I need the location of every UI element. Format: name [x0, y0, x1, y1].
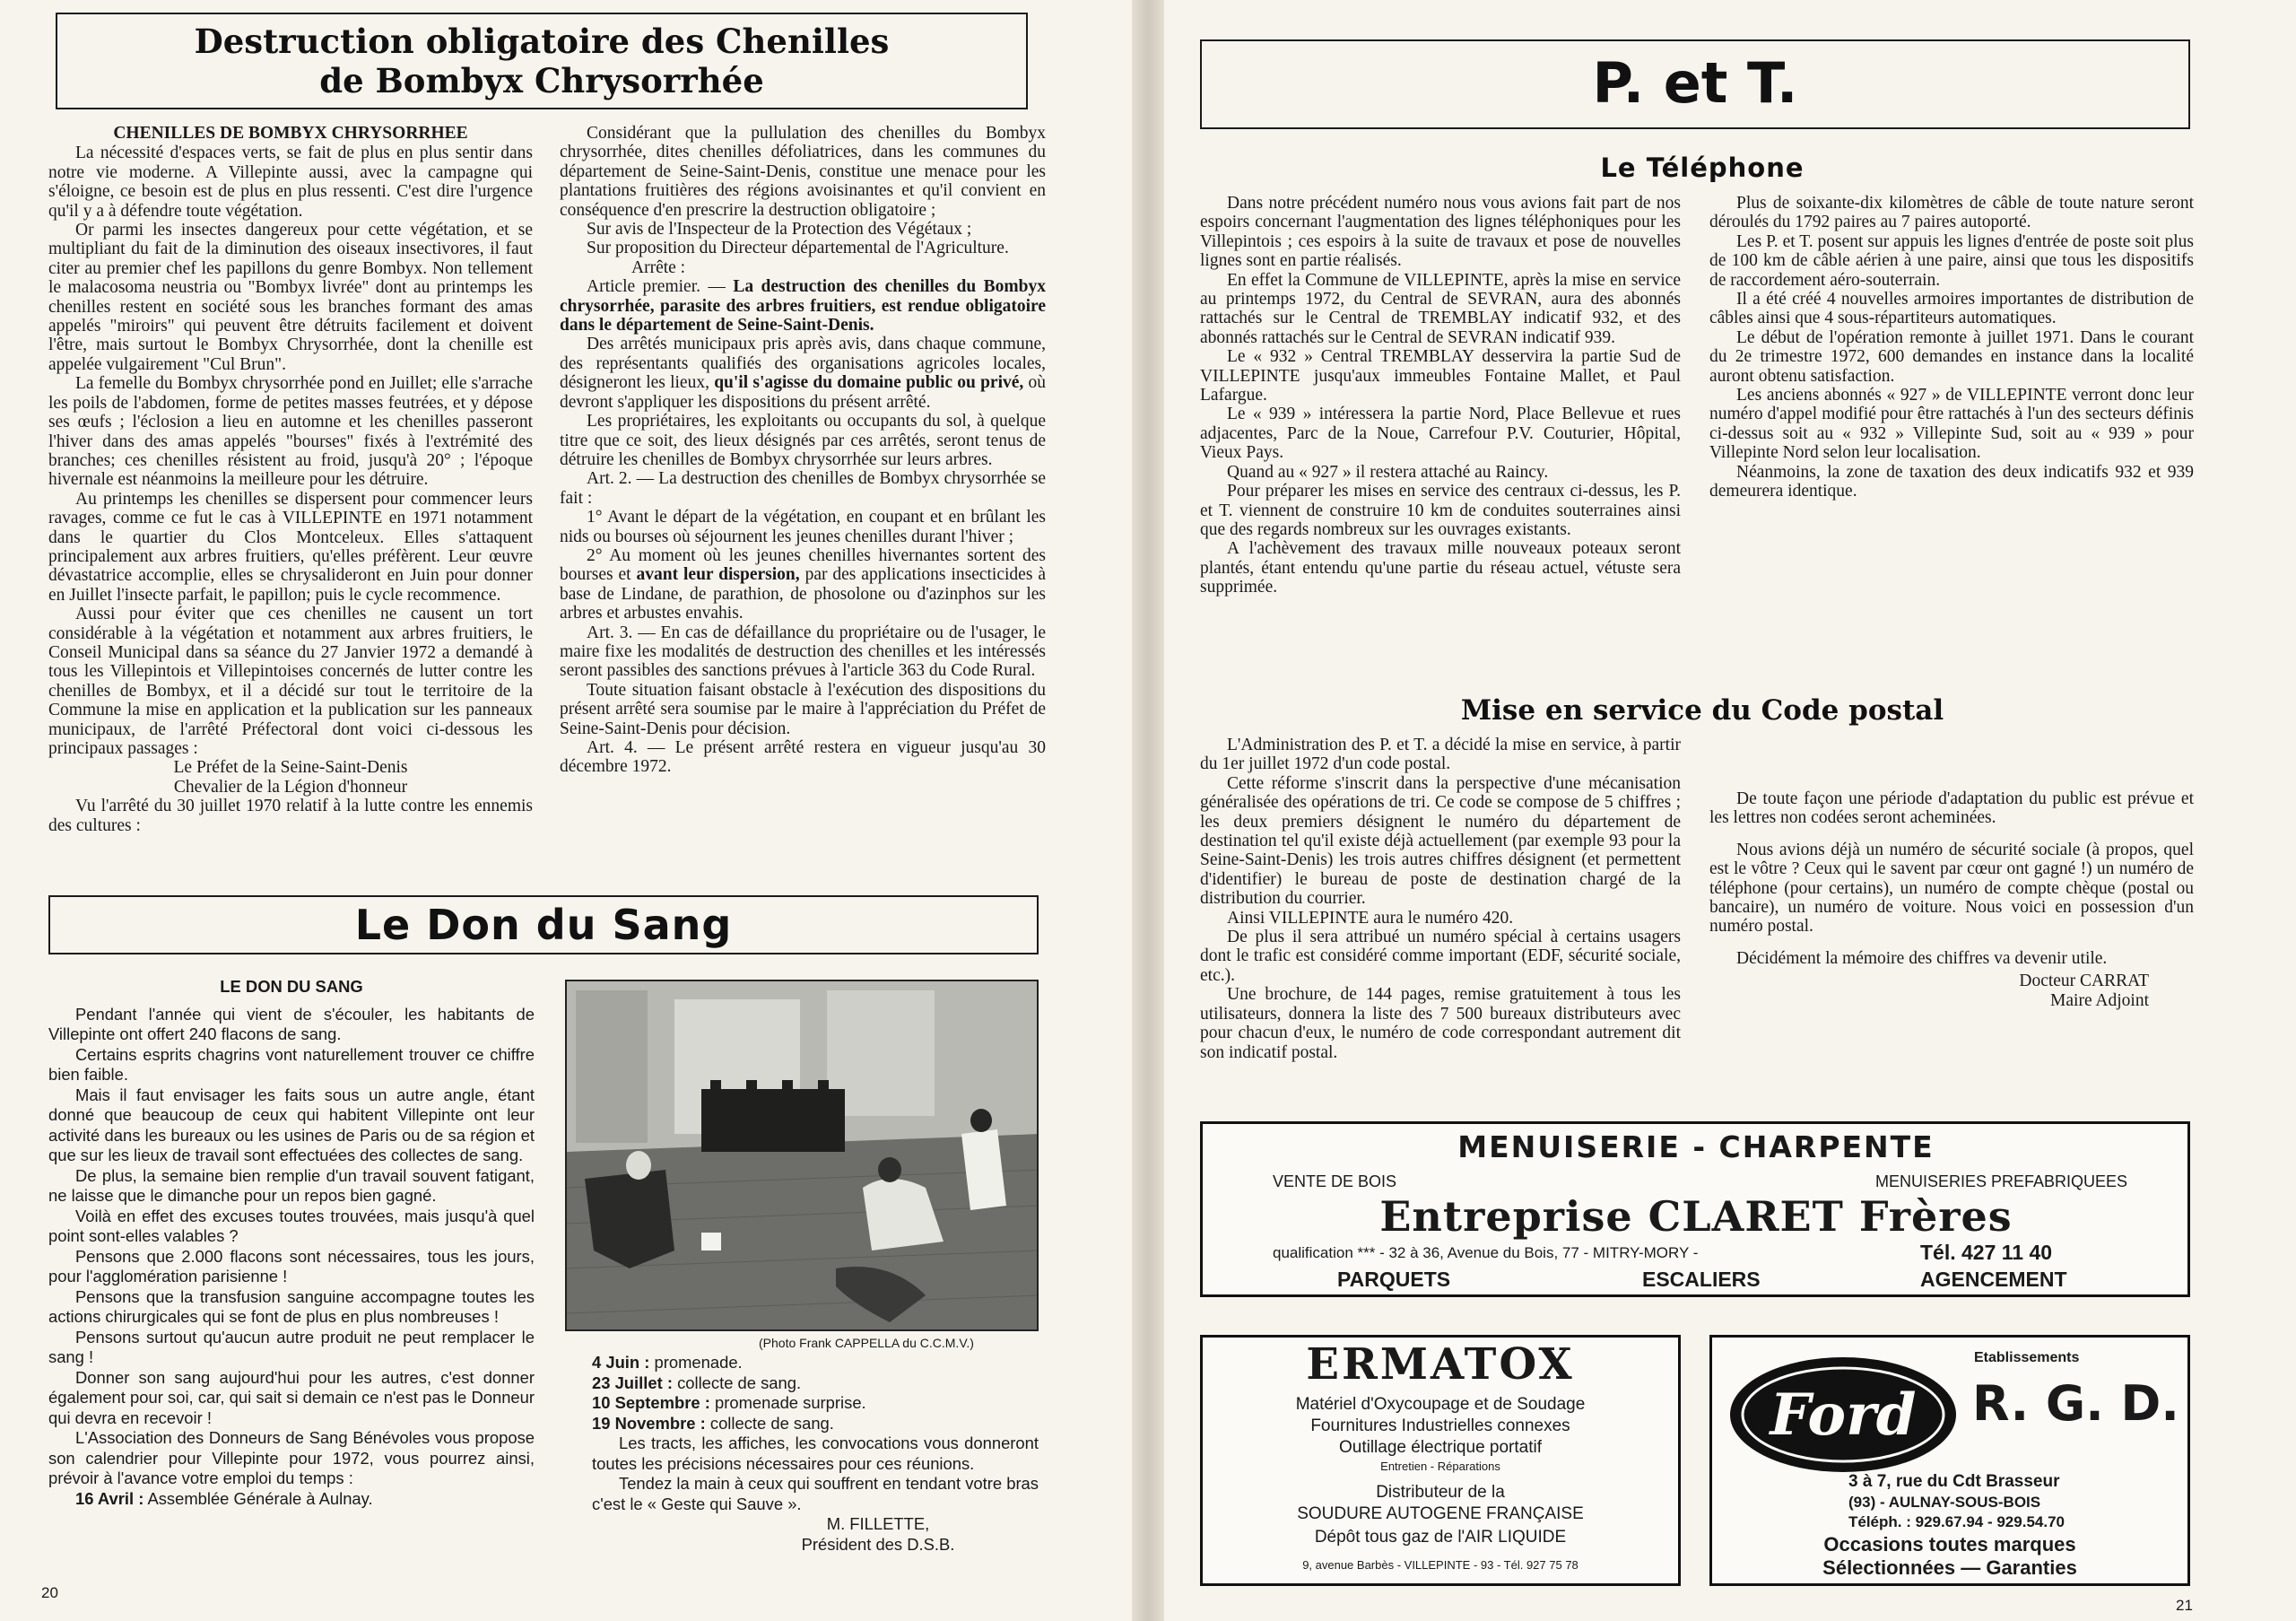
article-3: Art. 3. — En cas de défaillance du propriétaire ou de l'usager, le maire fixe les modalités de destruction des chenilles et les intéressés seront passibles des sanctions prévues à l'article 363 du Code Rural. — [560, 623, 1046, 681]
article-2-point-2 — [560, 546, 1046, 623]
bombyx-section-heading: CHENILLES DE BOMBYX CHRYSORRHEE — [113, 124, 468, 143]
left-page — [0, 0, 1132, 1621]
calendar-entry — [592, 1353, 1039, 1373]
arrete-label: Arrête : — [631, 257, 686, 277]
calendar-date: 10 Septembre : — [592, 1393, 710, 1412]
code-postal-heading: Mise en service du Code postal — [1460, 694, 1944, 727]
don-paragraph: Pensons surtout qu'aucun autre produit ne peut remplacer le sang ! — [48, 1327, 535, 1366]
ad-ermatox-line7: Dépôt tous gaz de l'AIR LIQUIDE — [1314, 1528, 1567, 1547]
municipaux-a: Des arrêtés municipaux pris après avis, dans chaque commune, des représentants qualifiés des organisations agricoles locales, désigneront les lieux, — [560, 335, 1046, 393]
signature-title: Président des D.S.B. — [801, 1534, 955, 1554]
ad-ermatox-line3: Outillage électrique portatif — [1338, 1438, 1542, 1457]
ad-claret-company: Entreprise CLARET Frères — [1379, 1192, 2013, 1241]
ad-claret-phone: Tél. 427 11 40 — [1920, 1241, 2053, 1264]
telephone-paragraph: En effet la Commune de VILLEPINTE, après la mise en service au printemps 1972, du Central de SEVRAN, aura des abonnés rattachés sur le Central de TREMBLAY indicatif 932, et des abonnés rattachés sur le Central de SEVRAN indicatif 939. — [1200, 270, 1681, 347]
ad-ermatox-line1: Matériel d'Oxycoupage et de Soudage — [1295, 1395, 1586, 1414]
telephone-column-2 — [1709, 194, 2194, 501]
arrete-avis: Sur avis de l'Inspecteur de la Protection des Végétaux ; — [587, 220, 972, 240]
bombyx-paragraph: Au printemps les chenilles se dispersent pour commencer leurs ravages, comme ce fut le cas à VILLEPINTE en 1971 notamment dans le quartier du Clos Montceleux. Elles s'attaquent principalement aux arbres fruitiers, qu'elles préfèrent. Leur œuvre dévastatrice accomplie, elles se chrysalideront en Juin pour donner en Juillet l'insecte parfait, le papillon; puis le cycle recommence. — [48, 489, 533, 605]
point-2-b: avant leur dispersion, — [636, 565, 800, 585]
ad-ermatox-line8: 9, avenue Barbès - VILLEPINTE - 93 - Tél. 927 75 78 — [1302, 1558, 1578, 1572]
code-paragraph: Nous avions déjà un numéro de sécurité sociale (à propos, quel est le vôtre ? Ceux qui le savent par cœur ont gagné !) un numéro de téléphone (pour certains), un numéro de compte chèque (postal ou bancaire), un numéro de voiture. Nous voici en possession d'un numéro postal. — [1709, 840, 2194, 937]
page-number-left: 20 — [41, 1584, 58, 1601]
code-paragraph: De toute façon une période d'adaptation du public est prévue et les lettres non codées seront acheminées. — [1709, 789, 2194, 828]
don-paragraph: Certains esprits chagrins vont naturellement trouver ce chiffre bien faible. — [48, 1044, 535, 1084]
ad-claret — [1200, 1121, 2190, 1297]
vu-arrete: Vu l'arrêté du 30 juillet 1970 relatif à la lutte contre les ennemis des cultures : — [48, 797, 533, 835]
don-heading: LE DON DU SANG — [220, 977, 363, 996]
don-column-1 — [48, 977, 535, 1509]
bombyx-title-line1: Destruction obligatoire des Chenilles — [194, 22, 890, 61]
don-title: Le Don du Sang — [354, 901, 733, 949]
don-column-2 — [592, 1353, 1039, 1555]
arrete-proprietaires: Les propriétaires, les exploitants ou occupants du sol, à quelque titre que ce soit, des lieux désignés par ces arrêtés, seront tenus de détruire les chenilles de Bombyx chrysorrhée sur leurs arbres. — [560, 412, 1046, 469]
article-1 — [560, 277, 1046, 335]
telephone-paragraph: Plus de soixante-dix kilomètres de câble de toute nature seront déroulés du 1792 paires au 7 paires autoporté. — [1709, 194, 2194, 232]
telephone-paragraph: Le « 932 » Central TREMBLAY desservira la partie Sud de VILLEPINTE jusqu'aux immeubles Fontaine Mallet, et Paul Lafargue. — [1200, 347, 1681, 405]
calendar-entry — [592, 1393, 1039, 1414]
bombyx-paragraph: Or parmi les insectes dangereux pour cette végétation, et se multipliant du fait de la diminution des oiseaux insectivores, il faut citer au premier chef les papillons du genre Bombyx. Non tellement le malacosoma neustria ou "Bombyx livrée" dont au printemps les chenilles restent en société sous les branches formant des amas appelés "miroirs" qui peuvent être détruits facilement et doivent l'être, mais surtout le Bombyx Chrysorrhée, dont la chenille est appelée vulgairement "Cul Brun". — [48, 221, 533, 374]
ad-claret-agencement: AGENCEMENT — [1920, 1268, 2067, 1291]
don-paragraph: L'Association des Donneurs de Sang Bénévoles vous propose son calendrier pour Villepinte pour 1972, vous pourrez ainsi, prévoir à l'avance votre emploi du temps : — [48, 1428, 535, 1487]
prefet-line-2: Chevalier de la Légion d'honneur — [173, 777, 408, 797]
calendar-text: promenade. — [654, 1353, 743, 1372]
prefet-line-1: Le Préfet de la Seine-Saint-Denis — [173, 758, 408, 778]
right-page — [1164, 0, 2296, 1621]
ad-ford-rgd — [1709, 1335, 2190, 1586]
ad-ermatox-line6: SOUDURE AUTOGENE FRANÇAISE — [1297, 1504, 1584, 1523]
ad-ford-tag2: Sélectionnées — Garanties — [1822, 1556, 2077, 1579]
ad-ford-tag1: Occasions toutes marques — [1823, 1533, 2076, 1556]
page-gutter — [1132, 0, 1164, 1621]
don-title-box — [48, 895, 1039, 954]
article-1-bold: La destruction des chenilles du Bombyx chrysorrhée, parasite des arbres fruitiers, est rendue obligatoire dans le département de Seine-Saint-Denis. — [560, 277, 1047, 336]
ad-claret-parquets: PARQUETS — [1337, 1268, 1451, 1291]
page-number-right: 21 — [2176, 1597, 2193, 1614]
code-paragraph: Une brochure, de 144 pages, remise gratuitement à tous les utilisateurs, donnera la liste des 7 500 bureaux distributeurs avec pour chacun d'eux, le numéro de code correspondant autrement dit son indicatif postal. — [1200, 985, 1681, 1062]
telephone-paragraph: Il a été créé 4 nouvelles armoires importantes de distribution de câbles ainsi que 4 sous-répartiteurs automatiques. — [1709, 290, 2194, 328]
blood-donation-photo — [565, 980, 1039, 1331]
telephone-paragraph: Pour préparer les mises en service des centraux ci-dessus, les P. et T. viennent de construire 10 km de conduites souterraines ainsi que des regards nombreux sur les ouvrages existants. — [1200, 482, 1681, 539]
calendar-text: Assemblée Générale à Aulnay. — [147, 1488, 373, 1508]
ad-claret-left-sub: VENTE DE BOIS — [1273, 1172, 1397, 1190]
calendar-date: 23 Juillet : — [592, 1373, 673, 1392]
calendar-text: collecte de sang. — [677, 1373, 802, 1392]
municipaux-c: où devront s'appliquer les dispositions du présent arrêté. — [560, 373, 1047, 412]
author-name: Docteur CARRAT — [2019, 972, 2149, 991]
photo-illustration — [567, 981, 1039, 1331]
point-2-a: 2° Au moment où les jeunes chenilles hivernantes sortent des bourses et — [560, 545, 1046, 585]
article-3b: Toute situation faisant obstacle à l'exécution des dispositions du présent arrêté sera soumise par le maire à l'appréciation du Préfet de Seine-Saint-Denis pour décision. — [560, 680, 1046, 738]
municipaux-b: qu'il s'agisse du domaine public ou privé, — [714, 373, 1024, 393]
article-1-lead: Article premier. — — [587, 277, 726, 297]
calendar-date: 19 Novembre : — [592, 1413, 706, 1433]
code-paragraph: Décidément la mémoire des chiffres va devenir utile. — [1736, 948, 2108, 968]
telephone-paragraph: Les anciens abonnés « 927 » de VILLEPINTE verront donc leur numéro d'appel modifié pour être rattachés à l'un des secteurs définis ci-dessus soit au « 932 » Villepinte Sud, soit au « 939 » pour Villepinte Nord selon leur localisation. — [1709, 386, 2194, 463]
code-column-2 — [1709, 789, 2194, 1010]
point-2-c: par des applications insecticides à base de Lindane, de parathion, de phosolone ou d'azinphos sur les arbres et arbustes envahis. — [560, 565, 1046, 623]
ad-ford-addr1: 3 à 7, rue du Cdt Brasseur — [1848, 1472, 2060, 1491]
calendar-date: 16 Avril : — [75, 1488, 144, 1508]
don-paragraph: Mais il faut envisager les faits sous un autre angle, étant donné que beaucoup de ceux qui habitent Villepinte ont leur activité dans les bureaux ou les usines de Paris ou de sa région et que sur les lieux de travail sont effectuées des collectes de sang. — [48, 1085, 535, 1164]
calendar-entry — [592, 1414, 1039, 1434]
calendar-entry — [48, 1489, 535, 1510]
photo-caption: (Photo Frank CAPPELLA du C.C.M.V.) — [759, 1336, 974, 1350]
ad-ermatox-brand: ERMATOX — [1306, 1339, 1575, 1390]
don-paragraph: Pensons que la transfusion sanguine accompagne toutes les actions chirurgicales qui se font de plus en plus nombreuses ! — [48, 1286, 535, 1326]
telephone-paragraph: Les P. et T. posent sur appuis les lignes d'entrée de poste soit plus de 100 km de câble aérien à une paire, ainsi que tous les dispositifs de raccordement aéro-souterrain. — [1709, 231, 2194, 290]
article-4: Art. 4. — Le présent arrêté restera en vigueur jusqu'au 30 décembre 1972. — [560, 738, 1046, 777]
telephone-column-1 — [1200, 194, 1681, 597]
bombyx-paragraph: La nécessité d'espaces verts, se fait de plus en plus sentir dans notre vie moderne. A Villepinte aussi, avec la campagne qui s'éloigne, ce besoin est de plus en plus ressenti. C'est dire l'urgence qu'il y a à défendre toute végétation. — [48, 144, 533, 221]
ad-ford-phones: Téléph. : 929.67.94 - 929.54.70 — [1848, 1513, 2065, 1530]
ad-claret-escaliers: ESCALIERS — [1642, 1268, 1761, 1291]
ad-ford-etab: Etablissements — [1974, 1350, 2080, 1365]
telephone-paragraph: Le « 939 » intéressera la partie Nord, Place Bellevue et rues adjacentes, Parc de la Noue, Carrefour P.V. Couturier, Hôpital, Vieux Pays. — [1200, 405, 1681, 463]
pt-title: P. et T. — [1592, 50, 1798, 116]
ad-claret-headline: MENUISERIE - CHARPENTE — [1457, 1129, 1935, 1164]
bombyx-column-2 — [560, 124, 1046, 777]
calendar-text: promenade surprise. — [714, 1393, 866, 1412]
ford-logo — [1726, 1352, 1960, 1477]
telephone-paragraph: A l'achèvement des travaux mille nouveaux poteaux seront plantés, étant entendu qu'une partie du réseau actuel, vétuste sera supprimée. — [1200, 539, 1681, 597]
ford-logo-text: Ford — [1770, 1381, 1917, 1449]
telephone-paragraph: Le début de l'opération remonte à juillet 1971. Dans le courant du 2e trimestre 1972, 600 demandes en instance dans la localité auront obtenu satisfaction. — [1709, 327, 2194, 386]
article-2-point-1: 1° Avant le départ de la végétation, en coupant et en brûlant les nids ou bourses où séjournent les jeunes chenilles durant l'hiver ; — [560, 508, 1046, 546]
don-paragraph: Donner son sang aujourd'hui pour les autres, c'est donner également pour soi, car, qui sait si demain ce n'est pas le Donneur qui devra en recevoir ! — [48, 1367, 535, 1427]
code-paragraph: L'Administration des P. et T. a décidé la mise en service, à partir du 1er juillet 1972 d'un code postal. — [1200, 736, 1681, 774]
code-paragraph: Ainsi VILLEPINTE aura le numéro 420. — [1227, 908, 1514, 928]
telephone-subtitle: Le Téléphone — [1600, 153, 1805, 183]
author-title: Maire Adjoint — [2050, 990, 2149, 1010]
ad-ermatox-line2: Fournitures Industrielles connexes — [1310, 1416, 1570, 1435]
telephone-paragraph: Néanmoins, la zone de taxation des deux indicatifs 932 et 939 demeurera identique. — [1709, 462, 2194, 501]
bombyx-title-box — [56, 13, 1028, 109]
arrete-municipaux — [560, 335, 1046, 412]
arrete-considerant: Considérant que la pullulation des chenilles du Bombyx chrysorrhée, dites chenilles défoliatrices, dans les communes du département de Seine-Saint-Denis, constitue une menace pour les plantations fruitières des régions avoisinantes et qu'il convient en conséquence d'en prescrire la destruction obligatoire ; — [560, 124, 1046, 220]
don-paragraph: Les tracts, les affiches, les convocations vous donneront toutes les précisions nécessaires pour ces réunions. — [592, 1434, 1039, 1473]
bombyx-title-line2: de Bombyx Chrysorrhée — [319, 61, 764, 100]
code-column-1 — [1200, 736, 1681, 1062]
article-2: Art. 2. — La destruction des chenilles de Bombyx chrysorrhée se fait : — [560, 469, 1046, 508]
don-paragraph: Pensons que 2.000 flacons sont nécessaires, tous les jours, pour l'agglomération parisienne ! — [48, 1246, 535, 1285]
bombyx-paragraph: Aussi pour éviter que ces chenilles ne causent un tort considérable à la végétation et notamment aux arbres fruitiers, le Conseil Municipal dans sa séance du 27 Janvier 1972 a demandé à tous les Villepintois et Villepintoises concernés de lutter contre les chenilles de Bombyx, et il a décidé sur tout le territoire de la Commune la mise en application et la publication sur les panneaux municipaux, de l'arrêté Préfectoral dont voici ci-dessous les principaux passages : — [48, 605, 533, 758]
ad-ford-addr2: (93) - AULNAY-SOUS-BOIS — [1848, 1494, 2041, 1511]
telephone-paragraph: Dans notre précédent numéro nous vous avions fait part de nos espoirs concernant l'augmentation des lignes téléphoniques pour les Villepintois ; ces espoirs à la suite de travaux et pose de nouvelles lignes sont en partie réalisés. — [1200, 194, 1681, 271]
bombyx-column-1 — [48, 124, 533, 835]
code-paragraph: Cette réforme s'inscrit dans la perspective d'une mécanisation généralisée des opérations de tri. Ce code se compose de 5 chiffres ; les deux premiers désignent le numéro du département de destination tel qu'il existe déjà actuellement (par exemple 93 pour la Seine-Saint-Denis) les trois autres chiffres désignent (et permettent d'identifier) le bureau de poste de destination chargé de la distribution du courrier. — [1200, 773, 1681, 909]
ad-ermatox-line5: Distributeur de la — [1376, 1483, 1505, 1502]
don-paragraph: De plus, la semaine bien remplie d'un travail souvent fatigant, ne laisse que le dimanche pour un repos bien gagné. — [48, 1165, 535, 1205]
calendar-text: collecte de sang. — [709, 1413, 834, 1433]
don-paragraph: Tendez la main à ceux qui souffrent en tendant votre bras c'est le « Geste qui Sauve ». — [592, 1474, 1039, 1513]
ad-ford-name: R. G. D. — [1972, 1375, 2179, 1432]
don-paragraph: Voilà en effet des excuses toutes trouvées, mais jusqu'à quel point sont-elles valables ? — [48, 1206, 535, 1245]
code-paragraph: De plus il sera attribué un numéro spécial à certains usagers dont le trafic est considéré comme important (EDF, sécurité sociale, etc.). — [1200, 928, 1681, 985]
calendar-date: 4 Juin : — [592, 1353, 650, 1372]
pt-title-box — [1200, 39, 2190, 129]
ad-ermatox — [1200, 1335, 1681, 1586]
telephone-paragraph: Quand au « 927 » il restera attaché au Raincy. — [1227, 462, 1549, 482]
don-paragraph: Pendant l'année qui vient de s'écouler, les habitants de Villepinte ont offert 240 flacons de sang. — [48, 1004, 535, 1043]
ad-claret-right-sub: MENUISERIES PREFABRIQUEES — [1875, 1172, 2128, 1190]
calendar-entry — [592, 1373, 1039, 1394]
arrete-proposition: Sur proposition du Directeur départemental de l'Agriculture. — [587, 239, 1009, 258]
ad-claret-address: qualification *** - 32 à 36, Avenue du Bois, 77 - MITRY-MORY - — [1273, 1244, 1699, 1261]
ad-ermatox-line4: Entretien - Réparations — [1380, 1460, 1500, 1473]
signature-name: M. FILLETTE, — [826, 1514, 930, 1533]
bombyx-paragraph: La femelle du Bombyx chrysorrhée pond en Juillet; elle s'arrache les poils de l'abdomen, forme de petites masses feutrées, et y dépose ses œufs ; l'éclosion a lieu en automne et les chenilles passeront l'hiver dans des amas appelés "bourses" fixés à l'extrémité des branches; ces chenilles résistent au froid, jusqu'à 20° ; l'époque hivernale est néanmoins la meilleure pour les détruire. — [48, 374, 533, 490]
